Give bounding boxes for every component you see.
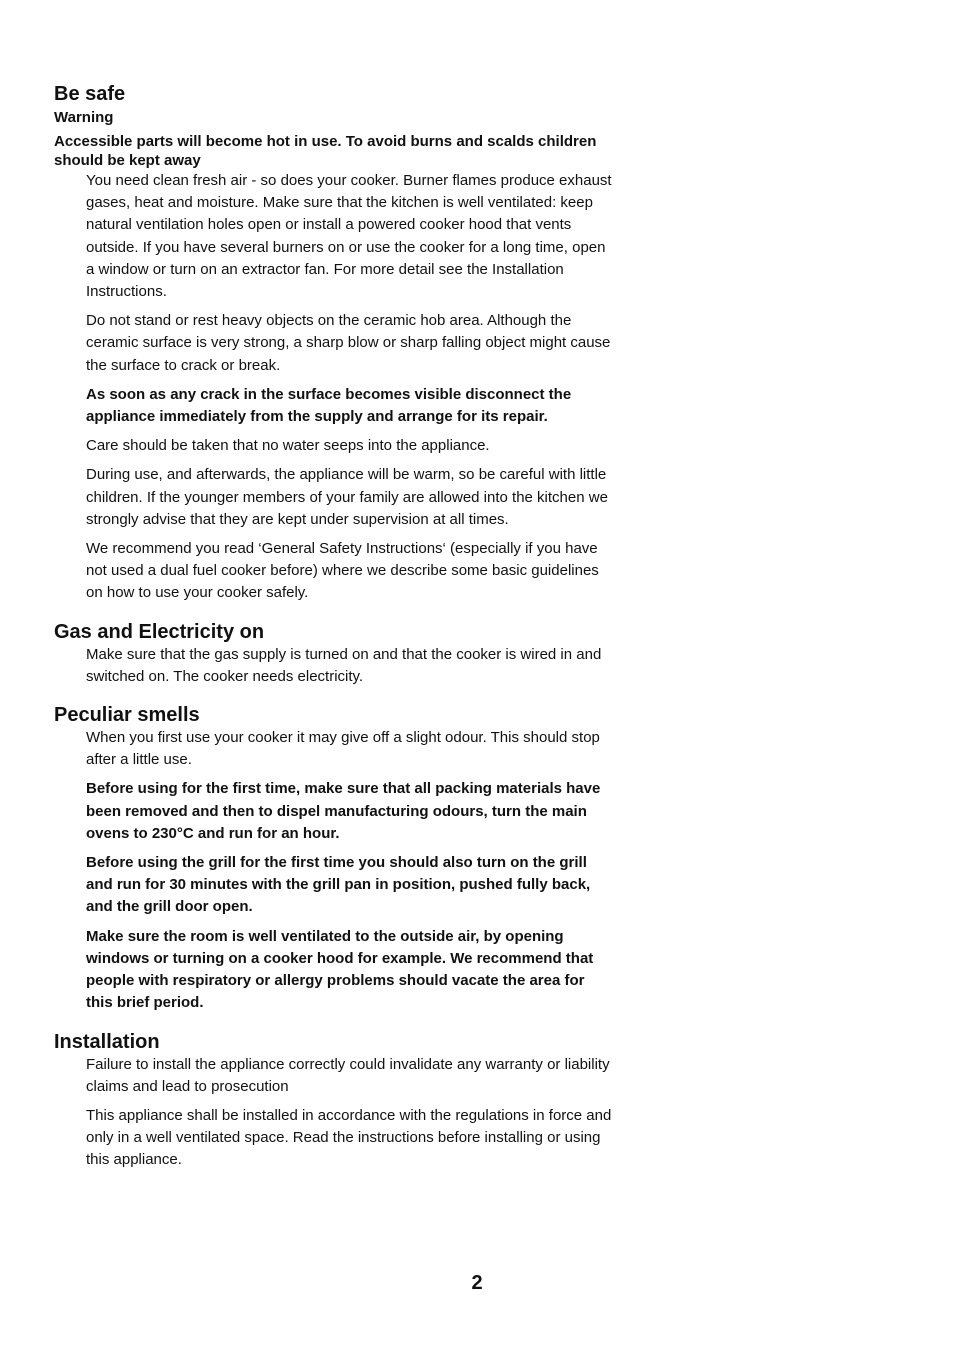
be-safe-paragraph-6: We recommend you read ‘General Safety Instructions‘ (especially if you have not used a dual fuel cooker before) where we describe some basic guidelines on how to use your cooker safely. <box>86 540 599 602</box>
section-be-safe <box>54 82 614 605</box>
be-safe-body <box>54 170 614 605</box>
heading-installation: Installation <box>54 1030 160 1053</box>
be-safe-paragraph-1: You need clean fresh air - so does your cooker. Burner flames produce exhaust gases, heat and moisture. Make sure that the kitchen is well ventilated: keep natural ventilation holes open or install a powered cooker hood that vents outside. If you have several burners on or use the cooker for a long time, open a window or turn on an extractor fan. For more detail see the Installation Instructions. <box>86 172 612 301</box>
installation-paragraph-2: This appliance shall be installed in accordance with the regulations in force and only in a well ventilated space. Read the instructions before installing or using this appliance. <box>86 1106 612 1169</box>
be-safe-paragraph-2: Do not stand or rest heavy objects on the ceramic hob area. Although the ceramic surface is very strong, a sharp blow or sharp falling object might cause the surface to crack or break. <box>86 312 611 374</box>
gas-paragraph-1: Make sure that the gas supply is turned on and that the cooker is wired in and switched on. The cooker needs electricity. <box>86 645 602 685</box>
be-safe-paragraph-5: During use, and afterwards, the appliance will be warm, so be careful with little children. If the younger members of your family are allowed into the kitchen we strongly advise that they are kept under supervision at all times. <box>86 466 608 528</box>
heading-peculiar-smells: Peculiar smells <box>54 704 200 727</box>
smells-body <box>54 727 614 1014</box>
page-number: 2 <box>471 1272 483 1294</box>
page-content <box>54 82 614 1179</box>
heading-be-safe: Be safe <box>54 83 126 105</box>
be-safe-paragraph-4: Care should be taken that no water seeps into the appliance. <box>86 437 490 455</box>
smells-paragraph-4: Make sure the room is well ventilated to the outside air, by opening windows or turning on a cooker hood for example. We recommend that people with respiratory or allergy problems should vacate the area for this brief period. <box>86 927 594 1012</box>
warning-title: Warning <box>54 109 114 126</box>
installation-body <box>54 1054 614 1172</box>
section-installation <box>54 1030 614 1172</box>
installation-paragraph-1: Failure to install the appliance correctly could invalidate any warranty or liability claims and lead to prosecution <box>86 1055 610 1095</box>
section-peculiar-smells <box>54 703 614 1014</box>
heading-gas-electricity: Gas and Electricity on <box>54 620 265 643</box>
be-safe-paragraph-3: As soon as any crack in the surface becomes visible disconnect the appliance immediately from the supply and arrange for its repair. <box>86 385 572 426</box>
section-gas-electricity <box>54 620 614 688</box>
smells-paragraph-1: When you first use your cooker it may give off a slight odour. This should stop after a little use. <box>86 729 600 769</box>
gas-body <box>54 644 614 688</box>
smells-paragraph-3: Before using the grill for the first time you should also turn on the grill and run for 30 minutes with the grill pan in position, pushed fully back, and the grill door open. <box>86 854 591 916</box>
warning-lead: Accessible parts will become hot in use. To avoid burns and scalds children should be kept away <box>54 133 597 169</box>
smells-paragraph-2: Before using for the first time, make sure that all packing materials have been removed and then to dispel manufacturing odours, turn the main ovens to 230°C and run for an hour. <box>86 780 601 842</box>
